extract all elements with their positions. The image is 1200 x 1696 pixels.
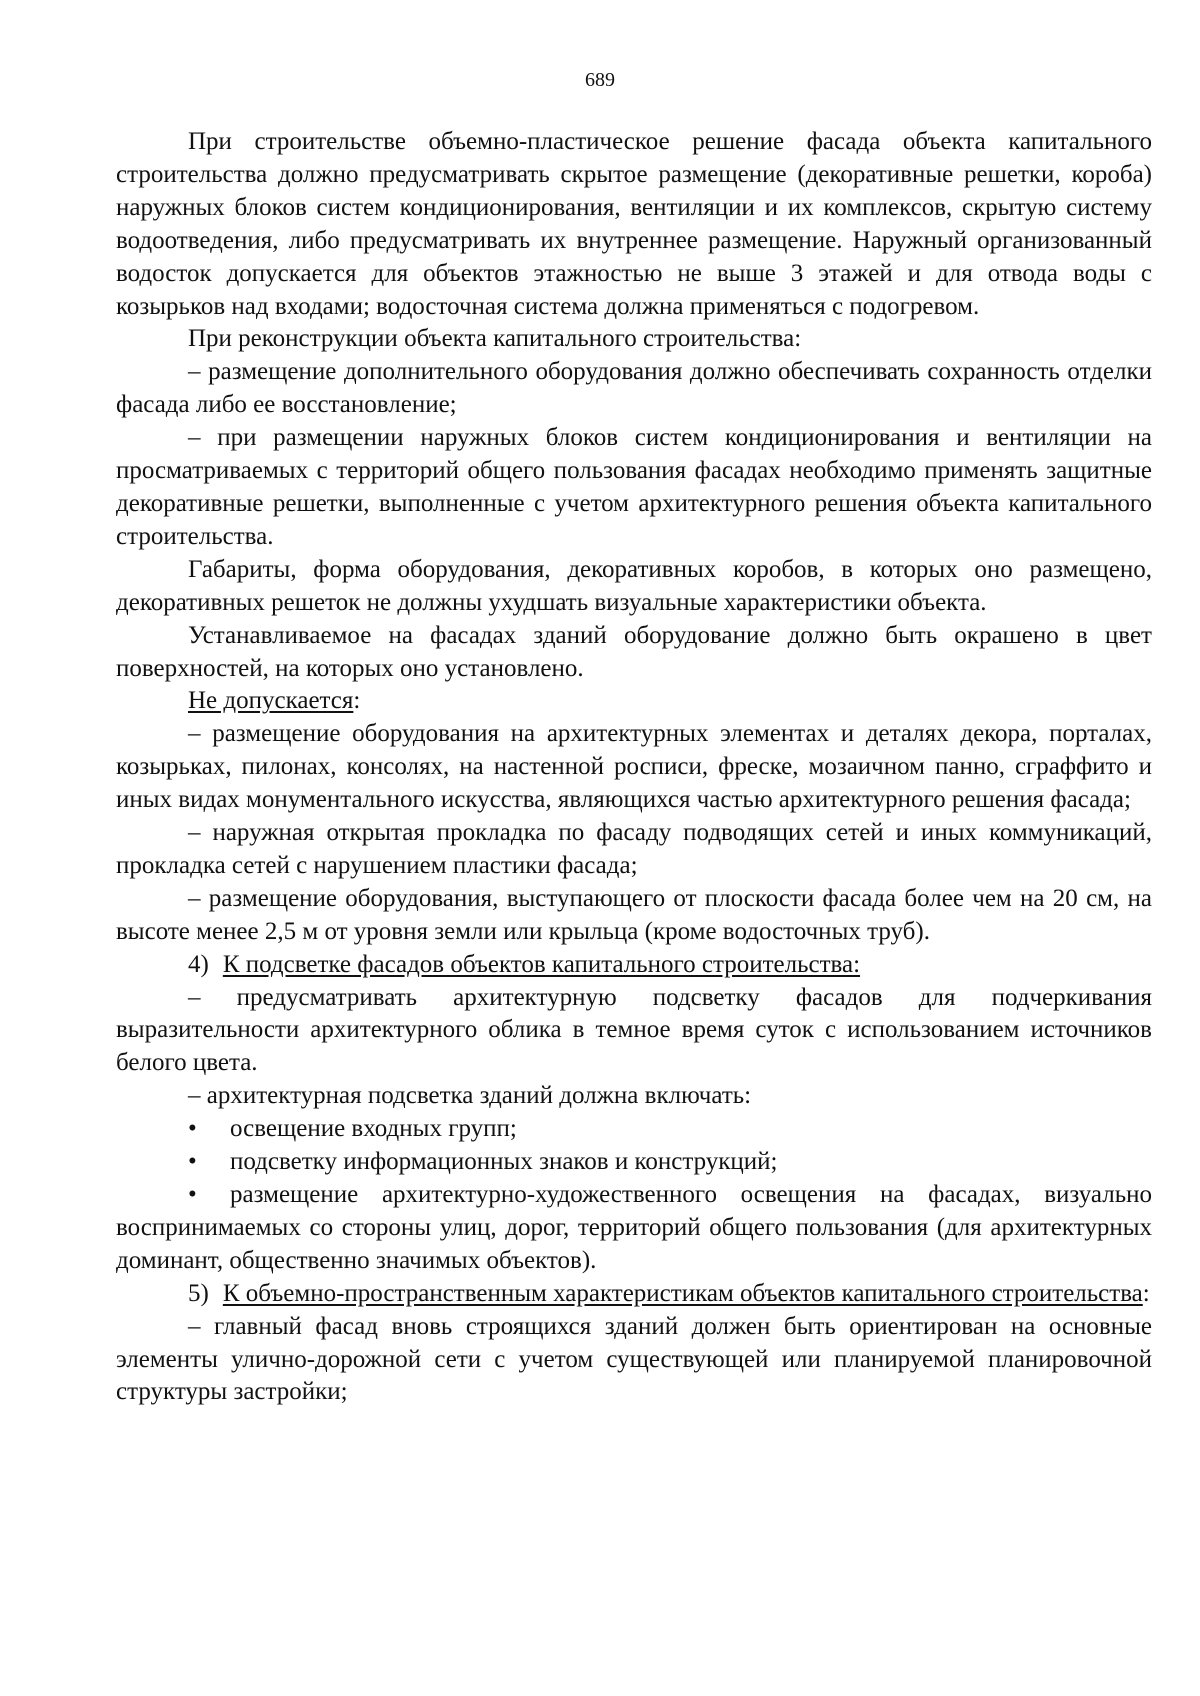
section-heading-lighting: 4) К подсветке фасадов объектов капитального строительства: [188,950,861,978]
paragraph-protruding: – размещение оборудования, выступающего от плоскости фасада более чем на 20 см, на высоте менее 2,5 м от уровня земли или крыльца (кроме водосточных труб). [116,884,1152,945]
paragraph-not-allowed: Не допускается: [188,687,361,715]
paragraph-main-facade: – главный фасад вновь строящихся зданий должен быть ориентирован на основные элементы улично-дорожной сети с учетом существующей или планируемой планировочной структуры застройки; [116,1312,1152,1406]
paragraph-dimensions: Габариты, форма оборудования, декоративных коробов, в которых оно размещено, декоративных решеток не должны ухудшать визуальные характеристики объекта. [116,555,1152,616]
section-heading-volume: 5) К объемно-пространственным характеристикам объектов капитального строительства: [188,1279,1150,1307]
list-item: • подсветку информационных знаков и конструкций; [116,1146,1152,1179]
paragraph-lighting: – предусматривать архитектурную подсветку фасадов для подчеркивания выразительности архитектурного облика в темное время суток с использованием источников белого цвета. [116,983,1152,1077]
bullet-icon: • [188,1115,197,1143]
list-item: • освещение входных групп; [116,1113,1152,1146]
paragraph-ac-units: – при размещении наружных блоков систем кондиционирования и вентиляции на просматриваемых с территорий общего пользования фасадах необходимо применять защитные декоративные решетки, выполненные с учетом архитектурного решения объекта капитального строительства. [116,424,1152,550]
paragraph-lighting-includes: – архитектурная подсветка зданий должна включать: [188,1082,752,1110]
paragraph-open-wiring: – наружная открытая прокладка по фасаду подводящих сетей и иных коммуникаций, прокладка сетей с нарушением пластики фасада; [116,819,1152,879]
paragraph-construction: При строительстве объемно-пластическое решение фасада объекта капитального строительства должно предусматривать скрытое размещение (декоративные решетки, короба) наружных блоков систем кондиционирования, вентиляции и их комплексов, скрытую систему водоотведения, либо предусматривать их внутреннее размещение. Наружный организованный водосток допускается для объектов этажностью не выше 3 этажей и для отвода воды с козырьков над входами; водосточная система должна применяться с подогревом. [116,128,1152,320]
not-allowed-heading: Не допускается [188,687,354,715]
paragraph-decor-elements: – размещение оборудования на архитектурных элементах и деталях декора, порталах, козырьках, пилонах, консолях, на настенной росписи, фреске, мозаичном панно, сграффито и иных видах монументального искусства, являющихся частью архитектурного решения фасада; [116,720,1152,814]
list-item: • размещение архитектурно-художественного освещения на фасадах, визуально воспринимаемых со стороны улиц, дорог, территорий общего пользования (для архитектурных доминант, общественно значимых объектов). [116,1181,1152,1274]
bullet-icon: • [188,1181,197,1208]
paragraph-color: Устанавливаемое на фасадах зданий оборудование должно быть окрашено в цвет поверхностей, на которых оно установлено. [116,621,1152,682]
volume-heading: К объемно-пространственным характеристикам объектов капитального строительства [222,1279,1143,1307]
document-body [116,126,1152,1409]
paragraph-reconstruction-intro: При реконструкции объекта капитального строительства: [188,325,802,353]
page-number: 689 [585,69,615,91]
bullet-icon: • [188,1148,197,1176]
lighting-heading: К подсветке фасадов объектов капитального строительства: [222,950,861,978]
paragraph-equipment-placement: – размещение дополнительного оборудования должно обеспечивать сохранность отделки фасада либо ее восстановление; [116,358,1152,419]
